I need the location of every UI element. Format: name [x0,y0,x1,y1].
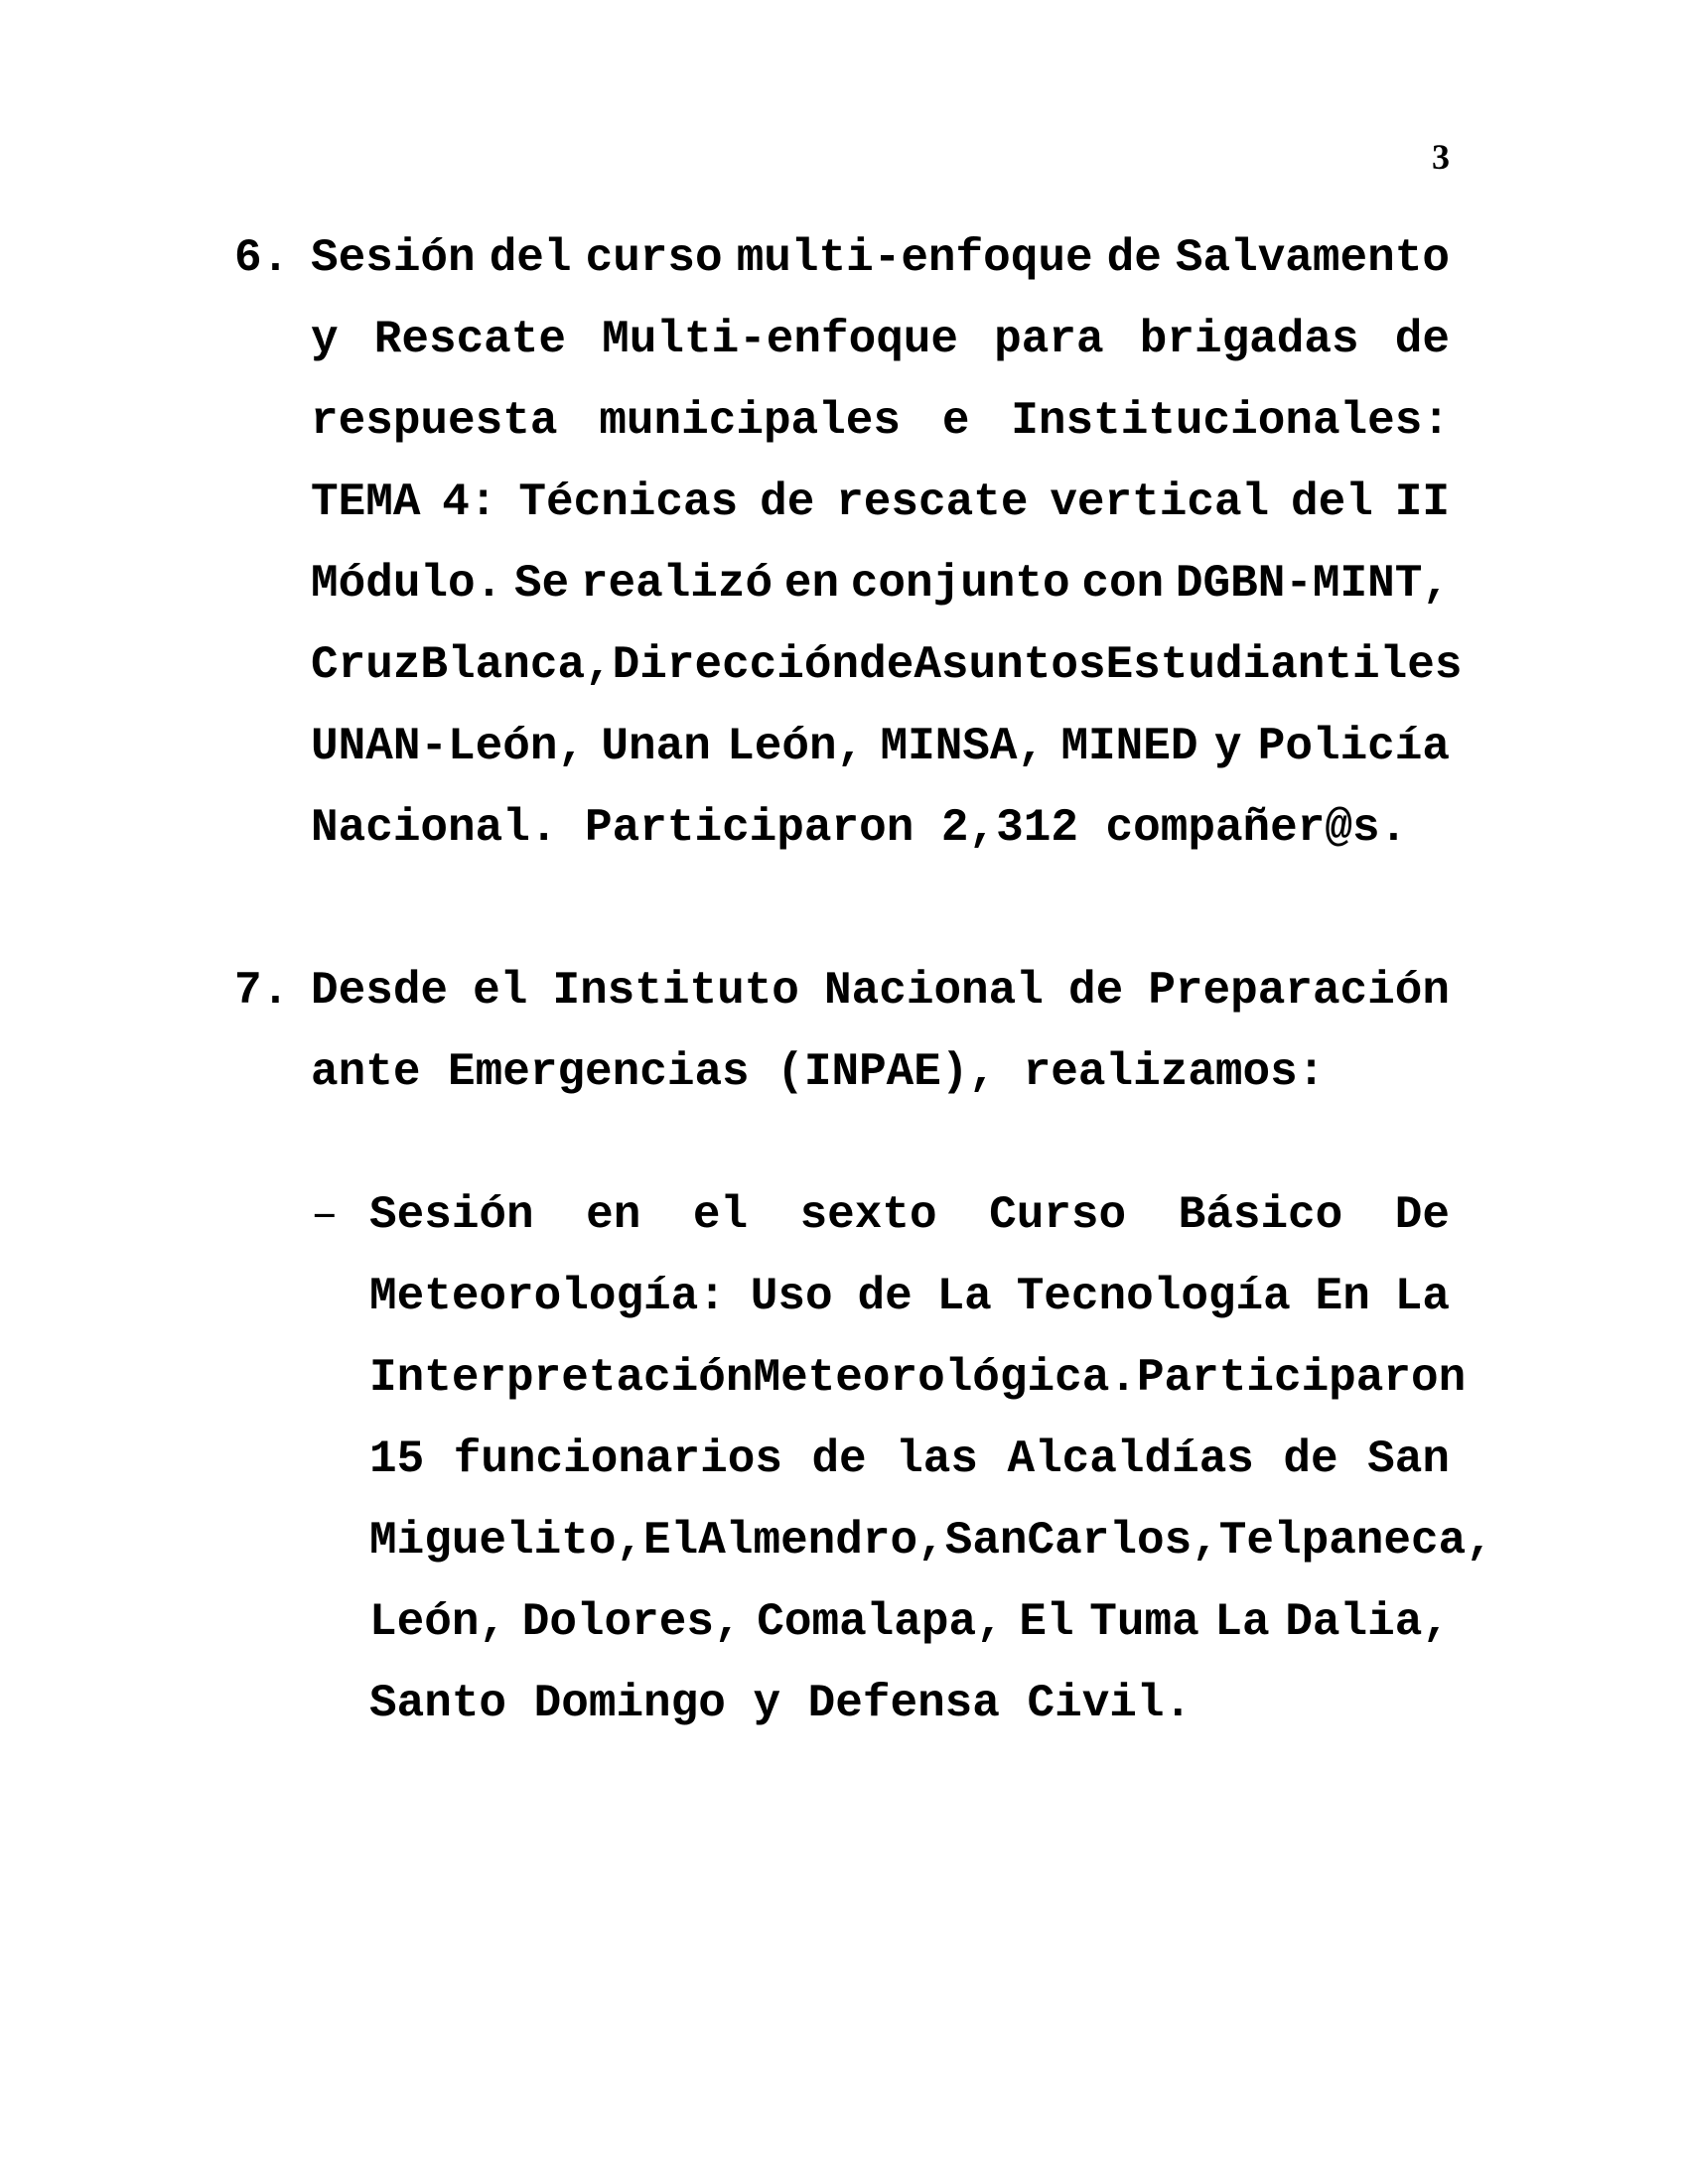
word: y [311,314,339,365]
word: brigadas [1139,314,1359,365]
word: Dirección [612,639,860,691]
item-line [311,719,1450,774]
word: realizamos: [1023,1046,1326,1098]
word: Carlos, [1027,1515,1219,1567]
word: Dolores, [521,1596,742,1648]
word: de [1394,314,1450,365]
item-number: 7. [234,965,290,1017]
word: de [1283,1433,1338,1485]
word: de [1067,965,1124,1017]
word: de [811,1433,867,1485]
word: municipales [599,395,901,447]
word: Nacional. [311,802,558,854]
item-line [311,1044,1450,1100]
item-line [311,963,1450,1019]
word: respuesta [311,395,558,447]
word: conjunto [850,558,1070,610]
word: MINSA, [880,721,1046,772]
word: Policía [1257,721,1450,772]
word: en [586,1189,641,1241]
word: Dalia, [1285,1596,1450,1648]
word: Básico [1178,1189,1343,1241]
word: San [944,1515,1028,1567]
word: en [783,558,840,610]
word: Blanca, [420,639,613,691]
word: funcionarios [453,1433,782,1485]
word: e [941,395,970,447]
word: II [1394,477,1450,528]
word: La [1394,1271,1450,1322]
word: El [643,1515,699,1567]
word: Estudiantiles [1105,639,1463,691]
word: Civil. [1027,1678,1193,1729]
word: Instituto [552,965,799,1017]
word: y [753,1678,781,1729]
word: Meteorología: [369,1271,726,1322]
subitem-line [369,1513,1493,1569]
word: (INPAE), [776,1046,997,1098]
item-line [311,475,1450,530]
word: el [473,965,528,1017]
word: vertical [1050,477,1270,528]
word: Participaron [1136,1352,1467,1404]
subitem-line [369,1594,1450,1650]
word: 15 [369,1433,425,1485]
word: ante [311,1046,421,1098]
word: con [1081,558,1165,610]
word: Participaron [585,802,914,854]
word: rescate [836,477,1029,528]
page-number: 3 [1432,137,1450,177]
word: UNAN-León, [311,721,586,772]
word: Asuntos [914,639,1106,691]
word: de [857,1271,913,1322]
word: de [859,639,914,691]
word: Salvamento [1175,232,1450,284]
item-line [311,312,1450,367]
word: Alcaldías [1007,1433,1254,1485]
word: Interpretación [369,1352,754,1404]
word: Multi-enfoque [602,314,959,365]
word: multi-enfoque [736,232,1093,284]
word: TEMA [311,477,421,528]
word: De [1394,1189,1450,1241]
word: Miguelito, [369,1515,644,1567]
item-line [311,800,1450,856]
word: En [1315,1271,1370,1322]
word: las [896,1433,978,1485]
item-line [311,393,1450,449]
item-line [311,230,1450,286]
word: Meteorológica. [753,1352,1137,1404]
word: Desde [311,965,449,1017]
word: León, [369,1596,507,1648]
subitem-line [369,1350,1467,1406]
word: MINED [1060,721,1198,772]
word: Sesión [311,232,476,284]
word: DGBN-MINT, [1175,558,1450,610]
word: Domingo [533,1678,726,1729]
word: Cruz [311,639,421,691]
word: Santo [369,1678,507,1729]
word: La [1214,1596,1270,1648]
word: del [1291,477,1373,528]
subitem-line [369,1187,1450,1243]
word: Tecnología [1016,1271,1291,1322]
word: para [994,314,1104,365]
word: León, [727,721,865,772]
word: Sesión [369,1189,534,1241]
word: sexto [799,1189,937,1241]
word: Módulo. [311,558,503,610]
word: Técnicas [518,477,739,528]
word: y [1213,721,1242,772]
word: curso [585,232,723,284]
word: Comalapa, [757,1596,1004,1648]
word: Rescate [373,314,566,365]
word: Emergencias [448,1046,750,1098]
dash-bullet: – [311,1189,339,1241]
word: Telpaneca, [1218,1515,1493,1567]
word: Institucionales: [1011,395,1450,447]
item-line [311,556,1450,612]
word: Unan [601,721,711,772]
item-number: 6. [234,232,290,284]
word: de [760,477,815,528]
word: Defensa [807,1678,1000,1729]
subitem-line [369,1432,1450,1487]
word: Uso [750,1271,833,1322]
word: el [692,1189,749,1241]
word: Tuma [1089,1596,1199,1648]
word: Almendro, [698,1515,945,1567]
word: compañer@s. [1105,802,1408,854]
word: 4: [442,477,497,528]
word: Nacional [824,965,1044,1017]
subitem-line [369,1269,1450,1324]
word: del [489,232,572,284]
word: El [1019,1596,1074,1648]
word: Curso [989,1189,1127,1241]
word: La [936,1271,992,1322]
word: de [1106,232,1162,284]
item-line [311,637,1463,693]
subitem-line [369,1676,1450,1731]
word: Preparación [1148,965,1450,1017]
word: San [1367,1433,1450,1485]
word: Se [513,558,570,610]
word: realizó [580,558,774,610]
word: 2,312 [940,802,1078,854]
